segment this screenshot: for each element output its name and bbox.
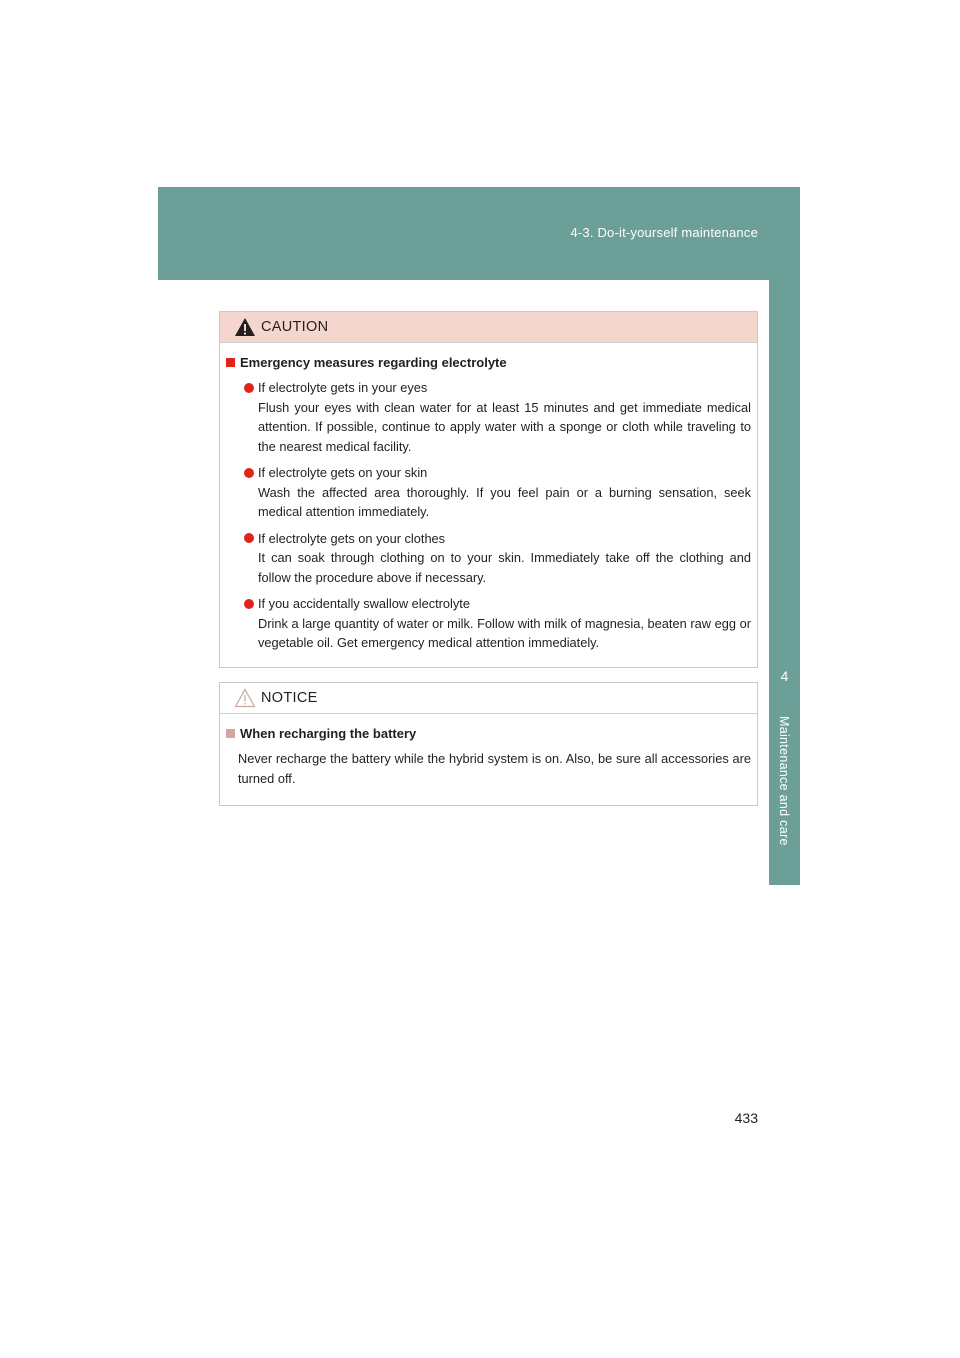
caution-heading	[226, 355, 751, 370]
round-bullet-icon	[244, 599, 254, 609]
round-bullet-icon	[244, 383, 254, 393]
notice-box	[219, 682, 758, 806]
item-text: Wash the affected area thoroughly. If you feel pain or a burning sensation, seek medical attention immediately.	[258, 484, 751, 519]
item-text: It can soak through clothing on to your skin. Immediately take off the clothing and follow the procedure above if necessary.	[258, 550, 751, 585]
caution-label: CAUTION	[261, 319, 329, 335]
chapter-side-tab	[769, 280, 800, 885]
item-title: If you accidentally swallow electrolyte	[258, 596, 470, 611]
notice-heading	[226, 726, 751, 741]
page-number: 433	[734, 1110, 758, 1126]
item-text: Drink a large quantity of water or milk. Follow with milk of magnesia, beaten raw egg or vegetable oil. Get emergency medical attention immediately.	[258, 615, 751, 650]
notice-text: Never recharge the battery while the hybrid system is on. Also, be sure all accessories are turned off.	[238, 751, 751, 786]
list-item	[244, 529, 751, 588]
notice-heading-text: When recharging the battery	[240, 726, 417, 741]
list-item	[244, 594, 751, 653]
warning-triangle-outline-icon	[234, 688, 256, 708]
chapter-number: 4	[780, 668, 789, 684]
item-text: Flush your eyes with clean water for at least 15 minutes and get immediate medical attention. If possible, continue to apply water with a sponge or cloth while traveling to the nearest medical facility.	[258, 399, 751, 454]
list-item	[244, 378, 751, 456]
caution-heading-text: Emergency measures regarding electrolyte	[240, 355, 507, 370]
section-title: 4-3. Do-it-yourself maintenance	[570, 225, 758, 240]
caution-box	[219, 311, 758, 668]
header-band	[158, 187, 800, 280]
round-bullet-icon	[244, 533, 254, 543]
caution-header	[220, 312, 757, 343]
item-title: If electrolyte gets on your clothes	[258, 530, 446, 546]
square-bullet-icon	[226, 358, 235, 367]
notice-body	[220, 714, 757, 788]
warning-triangle-icon	[234, 317, 256, 337]
caution-body	[220, 343, 757, 653]
round-bullet-icon	[244, 468, 254, 478]
notice-header	[220, 683, 757, 714]
square-bullet-icon	[226, 729, 235, 738]
notice-label: NOTICE	[261, 690, 318, 706]
item-title: If electrolyte gets in your eyes	[258, 380, 428, 395]
list-item	[244, 463, 751, 522]
item-title: If electrolyte gets on your skin	[258, 465, 428, 480]
chapter-label: Maintenance and care	[777, 716, 791, 846]
